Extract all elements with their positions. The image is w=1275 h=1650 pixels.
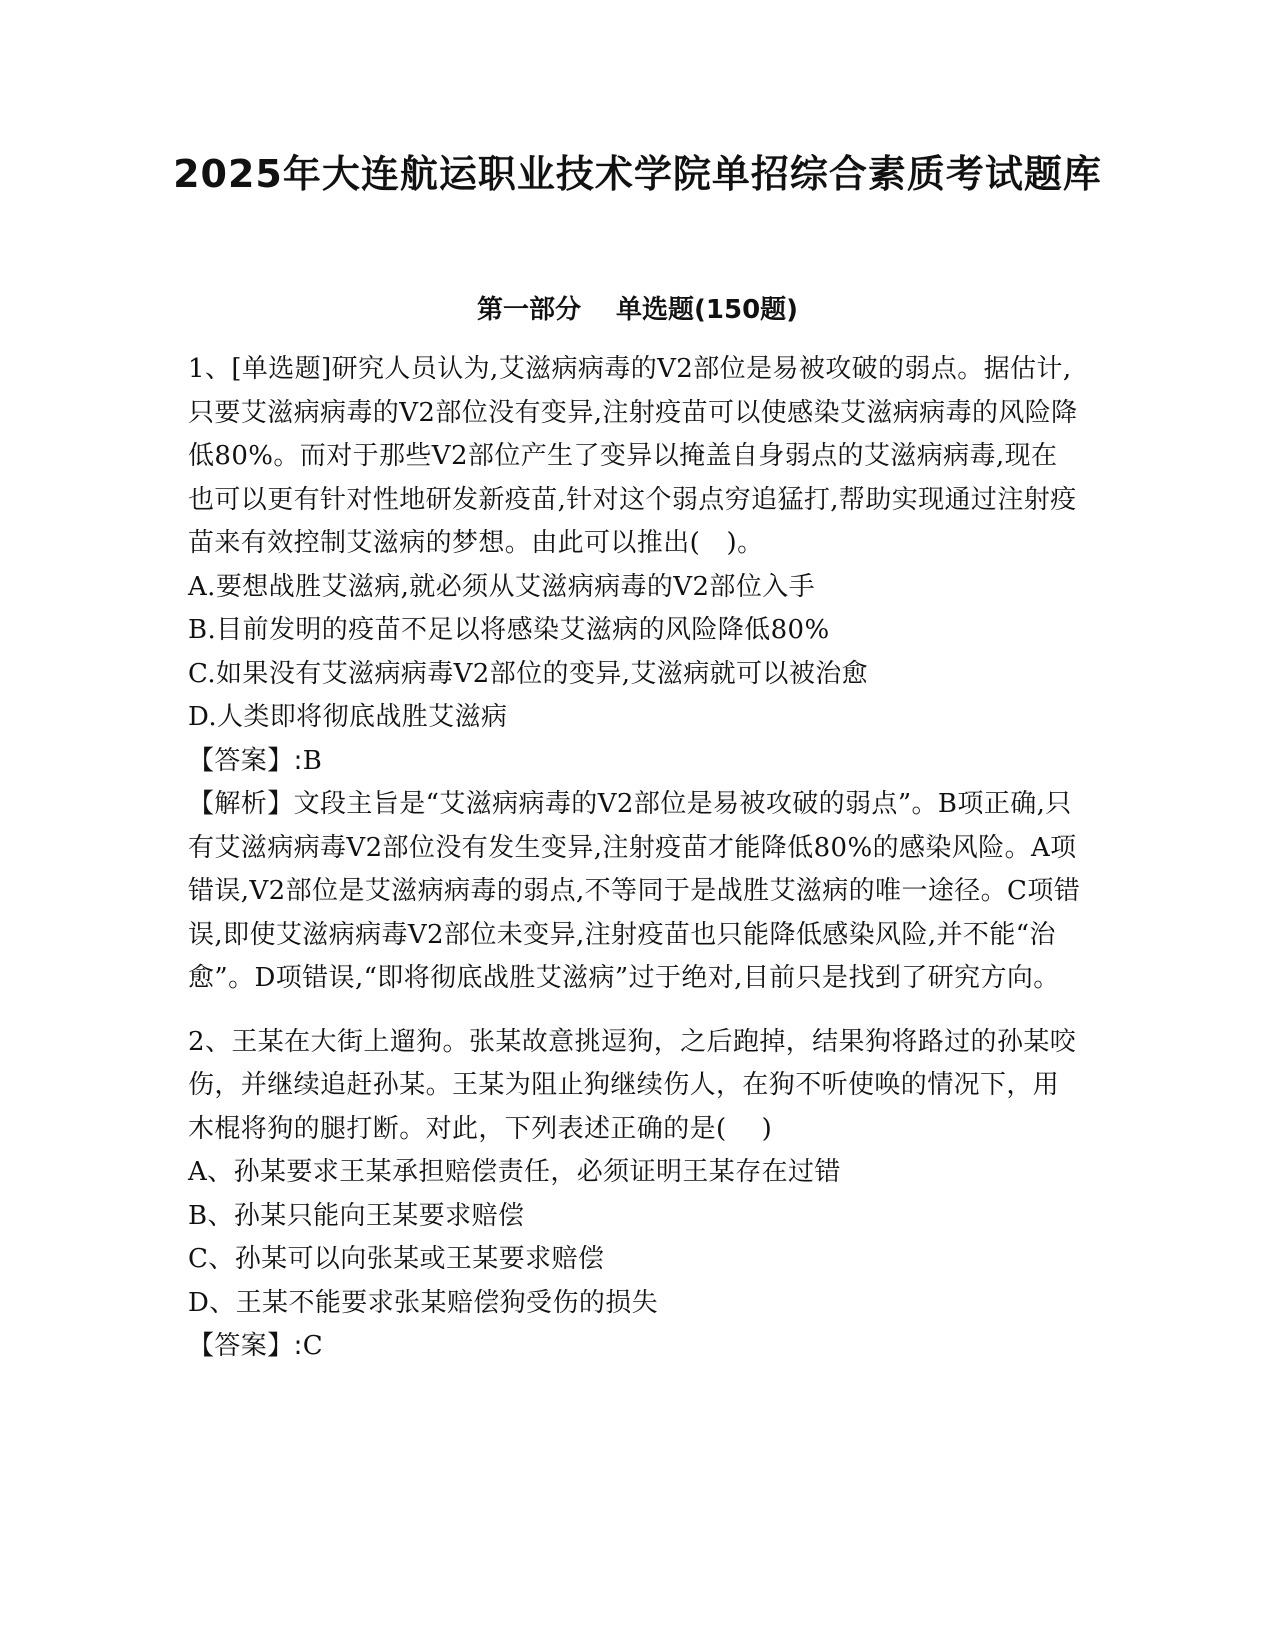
analysis-label: 【解析】 — [188, 789, 294, 819]
option-a: A.要想战胜艾滋病,就必须从艾滋病病毒的V2部位入手 — [188, 571, 816, 602]
analysis-text: 文段主旨是“艾滋病病毒的V2部位是易被攻破的弱点”。B项正确,只有艾滋病病毒V2部位没有发生变异,注射疫苗才能降低80%的感染风险。A项错误,V2部位是艾滋病病毒的弱点,不等同于是战胜艾滋病的唯一途径。C项错误,即使艾滋病病毒V2部位未变异,注射疫苗也只能降低感染风险,并不能“治愈”。D项错误,“即将彻底战胜艾滋病”过于绝对,目前只是找到了研究方向。 — [188, 789, 1081, 993]
question-stem: 1、[单选题]研究人员认为,艾滋病病毒的V2部位是易被攻破的弱点。据估计,只要艾滋病病毒的V2部位没有变异,注射疫苗可以使感染艾滋病病毒的风险降低80%。而对于那些V2部位产生了变异以掩盖自身弱点的艾滋病病毒,现在也可以更有针对性地研发新疫苗,针对这个弱点穷追猛打,帮助实现通过注射疫苗来有效控制艾滋病的梦想。由此可以推出( )。 — [188, 354, 1078, 558]
option-list — [188, 566, 1083, 740]
question-list — [188, 348, 1083, 1369]
analysis-line — [188, 783, 1083, 1001]
answer-label: 【答案】: — [188, 745, 303, 776]
option-b: B.目前发明的疫苗不足以将感染艾滋病的风险降低80% — [188, 615, 830, 645]
option-a: A、孙某要求王某承担赔偿责任，必须证明王某存在过错 — [188, 1157, 841, 1187]
answer-line — [188, 1325, 1083, 1369]
question-2 — [188, 1021, 1083, 1369]
option-c: C、孙某可以向张某或王某要求赔偿 — [188, 1244, 605, 1274]
option-c: C.如果没有艾滋病病毒V2部位的变异,艾滋病就可以被治愈 — [188, 658, 869, 689]
answer-label: 【答案】: — [188, 1331, 303, 1361]
option-b: B、孙某只能向王某要求赔偿 — [188, 1200, 525, 1231]
answer-line — [188, 740, 1083, 784]
question-stem: 2、王某在大街上遛狗。张某故意挑逗狗，之后跑掉，结果狗将路过的孙某咬伤，并继续追赶孙某。王某为阻止狗继续伤人，在狗不听使唤的情况下，用木棍将狗的腿打断。对此，下列表述正确的是( ) — [188, 1026, 1077, 1144]
option-list — [188, 1151, 1083, 1325]
option-d: D.人类即将彻底战胜艾滋病 — [188, 702, 508, 732]
section-title: 第一部分 单选题(150题) — [476, 295, 799, 325]
option-d: D、王某不能要求张某赔偿狗受伤的损失 — [188, 1287, 659, 1318]
answer-value: C — [302, 1331, 324, 1361]
answer-value: B — [302, 745, 323, 776]
document-title: 2025年大连航运职业技术学院单招综合素质考试题库 — [173, 152, 1102, 196]
question-1 — [188, 348, 1083, 1001]
